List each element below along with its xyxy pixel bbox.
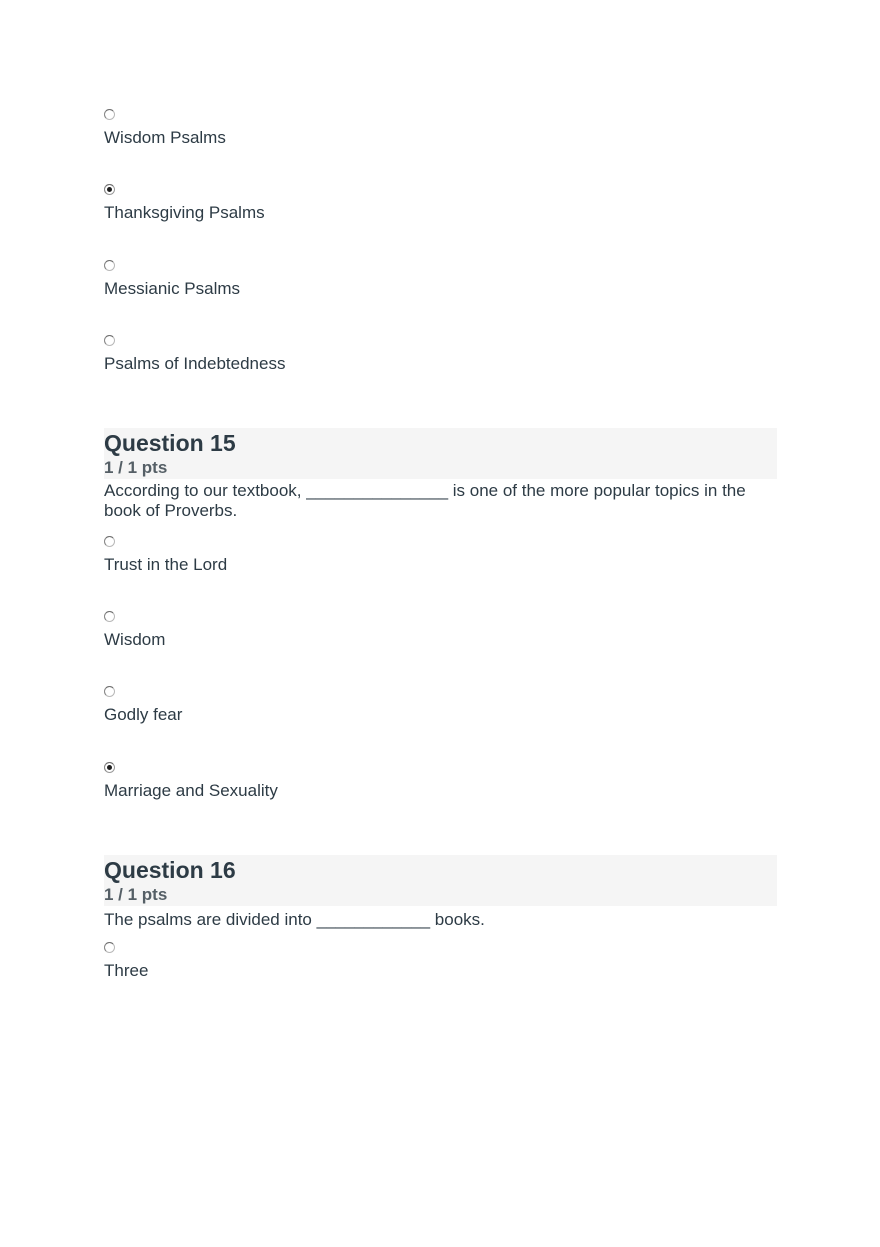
question-header	[104, 428, 777, 479]
radio-button[interactable]	[104, 611, 115, 622]
answer-label: Psalms of Indebtedness	[104, 354, 286, 373]
answer-label: Three	[104, 961, 149, 980]
radio-button[interactable]	[104, 942, 115, 953]
answer-label: Trust in the Lord	[104, 555, 228, 574]
question-title: Question 15	[104, 430, 236, 456]
question-text: According to our textbook, _______________ is one of the more popular topics in the book of Proverbs.	[104, 481, 746, 520]
radio-button[interactable]	[104, 109, 115, 120]
radio-button[interactable]	[104, 260, 115, 271]
question-header	[104, 855, 777, 906]
answer-label: Wisdom Psalms	[104, 128, 226, 147]
radio-button[interactable]	[104, 686, 115, 697]
answer-label: Wisdom	[104, 630, 166, 649]
answer-label: Messianic Psalms	[104, 279, 241, 298]
radio-button-selected[interactable]	[104, 184, 115, 195]
answer-label: Thanksgiving Psalms	[104, 203, 265, 222]
question-points: 1 / 1 pts	[104, 885, 168, 904]
radio-button[interactable]	[104, 536, 115, 547]
answer-label: Godly fear	[104, 705, 183, 724]
radio-button-selected[interactable]	[104, 762, 115, 773]
question-title: Question 16	[104, 857, 236, 883]
radio-button[interactable]	[104, 335, 115, 346]
question-points: 1 / 1 pts	[104, 458, 168, 477]
answer-label: Marriage and Sexuality	[104, 781, 278, 800]
question-text: The psalms are divided into ____________ books.	[104, 910, 485, 929]
